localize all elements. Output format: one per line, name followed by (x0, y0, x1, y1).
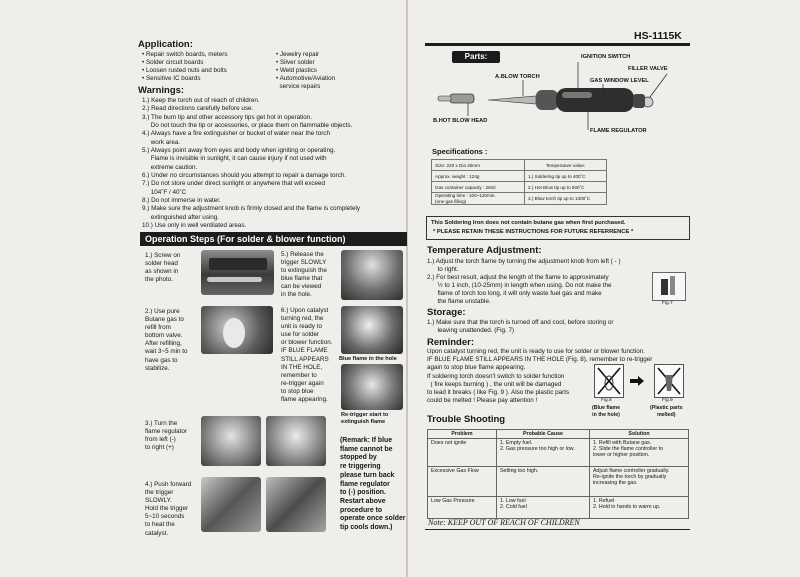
step-line: After refilling, (145, 340, 182, 348)
trouble-shooting-heading: Trouble Shooting (427, 414, 506, 425)
step-4-photo-a (201, 477, 261, 532)
step-line: flame regulator (145, 428, 187, 436)
caption-retrigger (341, 412, 388, 426)
application-item: • Automotive/Aviation (276, 75, 336, 83)
temperature-line: flame of torch too long, it will only waste fuel gas and make (427, 290, 602, 298)
step-line: 1.) Screw on (145, 252, 181, 259)
application-item: • Repair switch boards, meters (142, 51, 228, 58)
reminder-line: Upon catalyst turning red, the unit is ready to use for solder or blower function. (427, 348, 646, 355)
warning-line: 104˚F / 40˚C (142, 188, 187, 196)
warning-line: Flame is invisible in sunlight, it can cause injury if not used with (142, 155, 327, 163)
step-line: trigger SLOWLY (281, 259, 327, 267)
step-line: stabilize. (145, 364, 170, 372)
application-item: • Solder circuit boards (142, 59, 204, 67)
warnings-list (142, 97, 360, 231)
fig-8-label: Fig.8 (601, 398, 612, 403)
step-3-photo-a (201, 416, 261, 466)
warnings-heading: Warnings: (138, 85, 185, 96)
step-line: to right (+) (145, 444, 174, 452)
step-line: turning red, the (281, 315, 324, 323)
fig-8-caption (592, 405, 620, 418)
application-item: • Jewelry repair (276, 51, 320, 58)
temperature-line: the flame unstable. (427, 298, 491, 306)
storage-line: leaving unattended. (Fig. 7) (427, 327, 515, 335)
step-5-text (281, 251, 327, 300)
fig-7-diagram (652, 272, 686, 301)
warning-line: extreme caution. (142, 163, 198, 171)
spec-cell: Approx. weight : 124g (432, 171, 525, 182)
step-4-text (145, 481, 191, 538)
table-row (428, 467, 689, 497)
step-line: Hold the trigger (145, 505, 189, 513)
table-cell: Does not ignite (428, 439, 497, 467)
step-line: 2.) Use pure (145, 308, 180, 315)
step-3-photo-b (266, 416, 326, 466)
remark-line: flame regulator (340, 480, 390, 488)
step-line: wait 3~5 min to (145, 348, 188, 356)
caption-line: in the hole) (592, 411, 620, 418)
temperature-line: ½ to 1 inch, (10-25mm) in length when using. Do not make the (427, 282, 612, 290)
notice-box (426, 216, 690, 240)
step-6-text (281, 307, 332, 404)
note-underline (425, 529, 690, 530)
step-line: bottom valve. (145, 332, 183, 340)
step-line: as shown in (145, 268, 179, 276)
table-cell: Adjust flame controller gradually. Re-ignite the torch by gradually increasing the gas. (590, 467, 689, 497)
step-line: from left (-) (145, 436, 176, 444)
step-line: to extinguish the (281, 267, 327, 275)
operation-steps-bar: Operation Steps (For solder & blower function) (140, 232, 407, 246)
warning-line: 5.) Always point away from eyes and body when igniting or operating. (142, 147, 336, 155)
step-line: 4.) Push forward (145, 481, 192, 488)
label-flame-regulator: FLAME REGULATOR (590, 128, 647, 134)
warning-line: work area. (142, 138, 181, 146)
reminder-line: If soldering torch doesn't switch to solder function (427, 372, 565, 380)
step-line: IF BLUE FLAME (281, 347, 328, 355)
spec-cell: Operating time : 100~120min. (one gas filling) (432, 193, 525, 205)
reminder-heading: Reminder: (427, 337, 474, 348)
step-line: 5.) Release the (281, 251, 324, 258)
remark-line: to (-) position. (340, 489, 386, 497)
application-item: • Silver solder (276, 59, 315, 67)
storage-text (427, 319, 613, 335)
step-4-photo-b (266, 477, 326, 532)
application-item: • Weld plastics (276, 67, 317, 75)
page-fold (406, 0, 408, 577)
specifications-table (431, 159, 607, 205)
reminder-line: could be melted ! Please pay attention ! (427, 397, 538, 405)
warning-line: extinguished after using. (142, 213, 220, 221)
warning-line: 10.) Use only in well ventilated areas. (142, 222, 247, 230)
step-line: 6.) Upon catalyst (281, 307, 329, 314)
application-heading: Application: (138, 39, 193, 50)
arrow-right-icon (630, 376, 644, 386)
step-line: 3.) Turn the (145, 420, 178, 427)
step-1-photo (201, 250, 274, 295)
spec-cell: 2.) Hot Blow tip up to 500˚C (525, 182, 607, 193)
model-number: HS-1115K (634, 30, 682, 42)
step-line: to stop blue (281, 387, 314, 395)
warning-line: 8.) Do not immerse in water. (142, 197, 221, 205)
step-line: solder head (145, 260, 178, 268)
specifications-heading: Specifications : (432, 147, 488, 156)
warning-line: 4.) Always have a fire extinguisher or bucket of water near the torch (142, 130, 330, 138)
step-line: can be viewed (281, 283, 322, 291)
fig-8-diagram (594, 364, 624, 398)
caption-line: (Plastic parts (650, 405, 683, 411)
step-line: catalyst. (145, 529, 169, 537)
reminder-line: to lead it breaks ( like Fig. 9 ). Also the plastic parts (427, 389, 570, 397)
note-keep-out: Note: KEEP OUT OF REACH OF CHILDREN (428, 518, 580, 527)
reminder-line: ( fire keeps burning ) , the unit will be damaged (427, 380, 562, 388)
warning-line: 6.) Under no circumstances should you attempt to repair a damage torch. (142, 172, 347, 180)
step-line: blue flame that (281, 275, 323, 283)
spec-cell: 3.) Blow torch tip up to 1300˚C (525, 193, 607, 205)
caption-line: melted) (657, 411, 676, 418)
label-filler-valve: FILLER VALVE (628, 66, 668, 72)
remark-line: flame cannot be (340, 445, 393, 453)
step-line: remember to (281, 371, 317, 379)
fig-9-caption (650, 405, 683, 418)
caption-blue-flame: Blue flame in the hole (339, 356, 397, 362)
step-line: flame appearing. (281, 396, 328, 404)
trouble-shooting-table (427, 429, 689, 519)
label-gas-window: GAS WINDOW LEVEL (590, 78, 649, 84)
temperature-line: 1.) Adjust the torch flame by turning the adjustment knob from left ( - ) (427, 258, 621, 265)
table-header: Solution (590, 430, 689, 439)
temperature-line: 2.) For best result, adjust the length of the flame to approximately (427, 274, 609, 282)
table-row (428, 497, 689, 519)
step-line: SLOWLY. (145, 497, 172, 505)
step-2-text (145, 308, 188, 373)
remark-line: procedure to (340, 506, 383, 514)
step-line: to heat the (145, 521, 175, 529)
remark-text (340, 437, 405, 533)
temperature-line: to right. (427, 266, 459, 274)
remark-line: tip cools down.) (340, 524, 393, 532)
storage-line: 1.) Make sure that the torch is turned off and cool, before storing or (427, 319, 614, 326)
table-cell: 1. Refill with Butane gas. 2. Slide the flame controller to lower or higher position. (590, 439, 689, 467)
fig-9-label: Fig.9 (662, 398, 673, 403)
table-row (428, 439, 689, 467)
table-cell: 1. Low fuel 2. Cold fuel (497, 497, 590, 519)
step-3-text (145, 420, 187, 452)
remark-line: re triggering (340, 463, 381, 471)
warning-line: 9.) Make sure the adjustment knob is firmly closed and the flame is completely (142, 205, 361, 213)
storage-heading: Storage: (427, 307, 466, 318)
remark-line: Restart above (340, 497, 386, 505)
table-header: Probable Cause (497, 430, 590, 439)
step-1-text (145, 252, 180, 284)
temperature-heading: Temperature Adjustment: (427, 245, 542, 256)
application-item: • Loosen rusted nuts and bolts (142, 67, 227, 75)
step-line: unit is ready to (281, 323, 322, 331)
spec-cell: Size: 220 x Dia 30mm (432, 160, 525, 171)
warning-line: 3.) The burn tip and other accessory tips get hot in operation. (142, 113, 313, 121)
parts-heading: Parts: (452, 51, 500, 63)
caption-line: (Blue flame (592, 405, 620, 411)
step-line: IN THE HOLE, (281, 363, 323, 371)
step-line: 5~10 seconds (145, 513, 185, 521)
spec-cell: Temperature value: (525, 160, 607, 171)
caption-line: Re-trigger start to (341, 412, 389, 418)
step-line: Butane gas to (145, 316, 184, 324)
remark-line: please turn back (340, 471, 395, 479)
notice-line: This Soldering Iron does not contain butane gas when first purchased. (431, 220, 626, 226)
step-line: in the hole. (281, 291, 312, 299)
table-cell: Low Gas Pressure (428, 497, 497, 519)
notice-line: * PLEASE RETAIN THESE INSTRUCTIONS FOR FUTURE REFERRENCE * (433, 229, 634, 235)
step-line: STILL APPEARS (281, 355, 329, 363)
soldering-iron-illustration (428, 54, 690, 142)
step-line: refill from (145, 324, 171, 332)
warning-line: 7.) Do not store under direct sunlight or anywhere that will exceed (142, 180, 326, 188)
step-line: the photo. (145, 276, 174, 284)
reminder-line: IF BLUE FLAME STILL APPEARS IN THE HOLE (Fig. 8), remember to re-trigger (427, 356, 653, 364)
caption-line: extinguish flame (341, 419, 386, 425)
application-item: • Sensitive IC boards (142, 75, 201, 83)
step-5-photo (341, 250, 403, 300)
reminder-line: again to stop blue flame appearing. (427, 364, 526, 372)
table-cell: Setting too high. (497, 467, 590, 497)
table-header: Problem (428, 430, 497, 439)
application-list-left (142, 51, 228, 83)
fig-7-label: Fig.7 (662, 301, 673, 306)
spec-cell: 1.) Soldering tip up to 400˚C (525, 171, 607, 182)
warning-line: Do not touch the tip or accessories, or place them on flammable objects. (142, 122, 353, 130)
step-6-photo (341, 306, 403, 354)
step-line: use for solder (281, 331, 320, 339)
spec-cell: Gas container capacity : 26ml (432, 182, 525, 193)
application-item: service repairs (276, 83, 321, 91)
table-cell: 1. Refuel 2. Hold in hands to warm up. (590, 497, 689, 519)
fig-9-diagram (654, 364, 684, 398)
step-line: or blower function. (281, 339, 333, 347)
label-blow-torch: A.BLOW TORCH (495, 74, 540, 80)
header-rule (425, 43, 690, 46)
temperature-text (427, 258, 621, 307)
warning-line: 1.) Keep the torch out of reach of children. (142, 97, 260, 104)
retrigger-photo (341, 364, 403, 410)
table-cell: Excessive Gas Flow (428, 467, 497, 497)
step-line: re-trigger again (281, 379, 324, 387)
remark-line: stopped by (340, 454, 377, 462)
label-ignition-switch: IGNITION SWITCH (581, 54, 631, 60)
step-line: have gas to (145, 356, 178, 364)
remark-line: (Remark: If blue (340, 437, 393, 444)
application-list-right (276, 51, 335, 91)
warning-line: 2.) Read directions carefully before use. (142, 105, 254, 113)
label-hot-blow-head: B.HOT BLOW HEAD (433, 118, 488, 124)
step-2-photo (201, 306, 273, 354)
step-line: the trigger (145, 489, 174, 497)
remark-line: operate once solder (340, 515, 406, 523)
table-cell: 1. Empty fuel. 2. Gas pressure too high or low. (497, 439, 590, 467)
